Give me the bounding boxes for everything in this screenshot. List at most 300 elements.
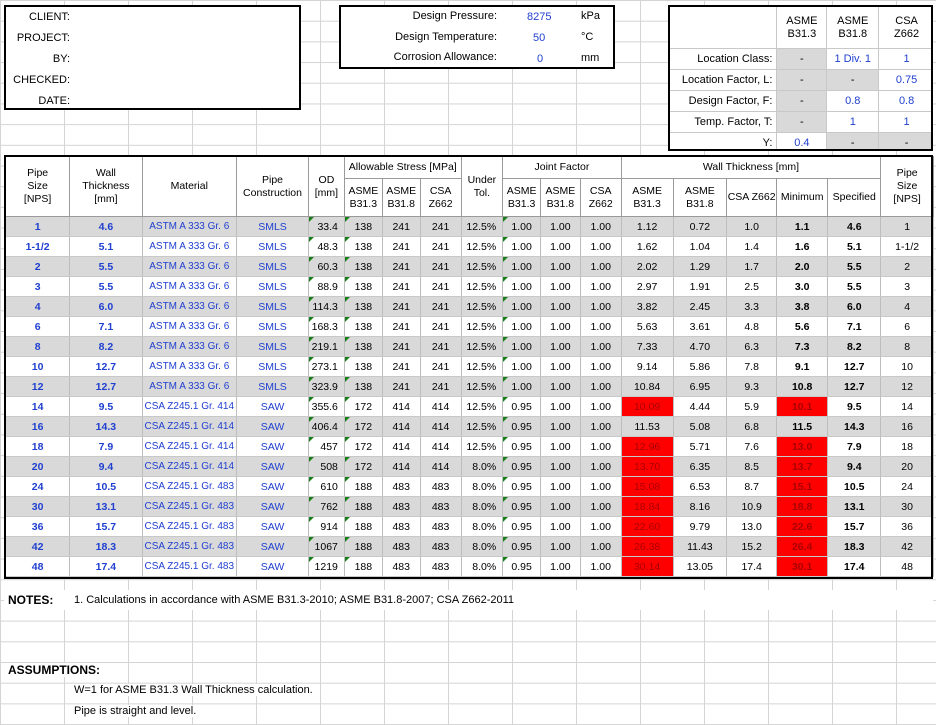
thk-minimum-cell: 2.0 [777, 257, 828, 277]
material-cell[interactable]: CSA Z245.1 Gr. 483 [142, 517, 237, 537]
table-row [6, 317, 934, 337]
header-joint-factor: Joint Factor [503, 157, 621, 179]
header-thk-b313: ASME B31.3 [621, 179, 673, 217]
client-label: CLIENT: [29, 11, 70, 23]
joint-z662-cell: 1.00 [580, 537, 621, 557]
joint-b313-cell: 1.00 [503, 217, 541, 237]
joint-z662-cell: 1.00 [580, 437, 621, 457]
thk-z662-cell: 6.3 [727, 337, 777, 357]
wall-thickness-cell[interactable]: 7.9 [70, 437, 142, 457]
wall-thickness-cell[interactable]: 9.5 [70, 397, 142, 417]
under-tol-cell: 12.5% [461, 437, 503, 457]
joint-z662-cell: 1.00 [580, 497, 621, 517]
joint-b318-cell: 1.00 [541, 357, 581, 377]
stress-z662-cell: 483 [420, 497, 461, 517]
table-row [6, 537, 934, 557]
thk-specified-cell: 7.1 [828, 317, 881, 337]
construction-cell[interactable]: SMLS [237, 377, 309, 397]
construction-cell[interactable]: SAW [237, 437, 309, 457]
pipe-size-right-cell: 8 [881, 337, 934, 357]
thk-z662-cell: 7.8 [727, 357, 777, 377]
thk-z662-cell: 5.9 [727, 397, 777, 417]
wall-thickness-cell[interactable]: 14.3 [70, 417, 142, 437]
under-tol-cell: 12.5% [461, 217, 503, 237]
joint-b313-cell: 1.00 [503, 297, 541, 317]
od-cell: 610 [308, 477, 344, 497]
construction-cell[interactable]: SMLS [237, 357, 309, 377]
stress-z662-cell: 241 [420, 257, 461, 277]
thk-minimum-cell: 7.3 [777, 337, 828, 357]
under-tol-cell: 8.0% [461, 517, 503, 537]
corrosion-input[interactable]: 0 [537, 53, 544, 65]
notes-title: NOTES: [8, 593, 54, 607]
thk-b313-cell: 9.14 [621, 357, 673, 377]
construction-cell[interactable]: SAW [237, 397, 309, 417]
design-factor-b318[interactable]: 0.8 [827, 91, 879, 112]
stress-b313-cell: 188 [344, 537, 382, 557]
od-cell: 406.4 [308, 417, 344, 437]
joint-b313-cell: 1.00 [503, 237, 541, 257]
joint-b313-cell: 0.95 [503, 537, 541, 557]
table-row [6, 457, 934, 477]
joint-b318-cell: 1.00 [541, 537, 581, 557]
thk-z662-cell: 6.8 [727, 417, 777, 437]
thk-specified-cell: 5.5 [828, 257, 881, 277]
thk-minimum-cell: 11.5 [777, 417, 828, 437]
construction-cell[interactable]: SAW [237, 497, 309, 517]
joint-b318-cell: 1.00 [541, 297, 581, 317]
stress-z662-cell: 241 [420, 317, 461, 337]
stress-b318-cell: 241 [382, 337, 420, 357]
joint-b313-cell: 1.00 [503, 277, 541, 297]
header-joint-z662: CSA Z662 [580, 179, 621, 217]
construction-cell[interactable]: SAW [237, 417, 309, 437]
thk-b313-cell: 22.60 [621, 517, 673, 537]
construction-cell[interactable]: SMLS [237, 337, 309, 357]
thk-b313-cell: 11.53 [621, 417, 673, 437]
stress-z662-cell: 241 [420, 217, 461, 237]
location-class-b318[interactable]: 1 Div. 1 [827, 49, 879, 70]
stress-b318-cell: 241 [382, 217, 420, 237]
joint-b313-cell: 0.95 [503, 497, 541, 517]
joint-b313-cell: 0.95 [503, 397, 541, 417]
thk-b318-cell: 4.44 [673, 397, 727, 417]
thk-minimum-cell: 1.1 [777, 217, 828, 237]
temp-factor-b313: - [777, 112, 827, 133]
joint-b318-cell: 1.00 [541, 257, 581, 277]
od-cell: 323.9 [308, 377, 344, 397]
construction-cell[interactable]: SMLS [237, 277, 309, 297]
pipe-size-right-cell: 48 [881, 557, 934, 577]
stress-b313-cell: 172 [344, 437, 382, 457]
stress-z662-cell: 483 [420, 517, 461, 537]
pipe-size-cell[interactable]: 6 [6, 317, 70, 337]
header-under-tol: Under Tol. [461, 157, 503, 217]
table-row [6, 497, 934, 517]
design-factor-label: Design Factor, F: [670, 91, 777, 112]
temp-factor-label: Temp. Factor, T: [670, 112, 777, 133]
material-cell[interactable]: ASTM A 333 Gr. 6 [142, 337, 237, 357]
checked-field[interactable] [74, 72, 296, 90]
material-cell[interactable]: CSA Z245.1 Gr. 483 [142, 477, 237, 497]
thk-b318-cell: 6.95 [673, 377, 727, 397]
stress-b318-cell: 414 [382, 397, 420, 417]
pipe-size-right-cell: 30 [881, 497, 934, 517]
wall-thickness-cell[interactable]: 13.1 [70, 497, 142, 517]
thk-b318-cell: 4.70 [673, 337, 727, 357]
project-label: PROJECT: [16, 32, 70, 44]
construction-cell[interactable]: SAW [237, 477, 309, 497]
factor-header-b318: ASME B31.8 [827, 7, 879, 49]
pipe-size-right-cell: 12 [881, 377, 934, 397]
construction-cell[interactable]: SMLS [237, 297, 309, 317]
joint-b313-cell: 0.95 [503, 457, 541, 477]
stress-b318-cell: 483 [382, 497, 420, 517]
factors-corner [670, 7, 777, 49]
thk-z662-cell: 8.5 [727, 457, 777, 477]
pipe-size-cell[interactable]: 12 [6, 377, 70, 397]
joint-z662-cell: 1.00 [580, 297, 621, 317]
material-cell[interactable]: ASTM A 333 Gr. 6 [142, 357, 237, 377]
stress-b313-cell: 172 [344, 417, 382, 437]
od-cell: 219.1 [308, 337, 344, 357]
material-cell[interactable]: ASTM A 333 Gr. 6 [142, 377, 237, 397]
pipe-size-cell[interactable]: 20 [6, 457, 70, 477]
table-row [6, 337, 934, 357]
pipe-size-cell[interactable]: 42 [6, 537, 70, 557]
joint-b318-cell: 1.00 [541, 437, 581, 457]
assumption-item: W=1 for ASME B31.3 Wall Thickness calculation. [74, 684, 313, 696]
od-cell: 273.1 [308, 357, 344, 377]
location-factor-z662[interactable]: 0.75 [879, 70, 933, 91]
joint-b313-cell: 1.00 [503, 337, 541, 357]
factor-header-z662: CSA Z662 [879, 7, 933, 49]
thk-specified-cell: 7.9 [828, 437, 881, 457]
stress-z662-cell: 414 [420, 457, 461, 477]
design-factor-z662[interactable]: 0.8 [879, 91, 933, 112]
material-cell[interactable]: CSA Z245.1 Gr. 414 [142, 437, 237, 457]
thk-b313-cell: 10.84 [621, 377, 673, 397]
table-row [6, 237, 934, 257]
stress-b313-cell: 138 [344, 297, 382, 317]
under-tol-cell: 12.5% [461, 297, 503, 317]
material-cell[interactable]: CSA Z245.1 Gr. 483 [142, 537, 237, 557]
project-field[interactable] [74, 30, 296, 48]
thk-b318-cell: 6.53 [673, 477, 727, 497]
wall-thickness-cell[interactable]: 7.1 [70, 317, 142, 337]
construction-cell[interactable]: SAW [237, 517, 309, 537]
od-cell: 168.3 [308, 317, 344, 337]
design-temp-label: Design Temperature: [395, 31, 497, 43]
pipe-size-cell[interactable]: 18 [6, 437, 70, 457]
table-row [6, 417, 934, 437]
thk-b318-cell: 9.79 [673, 517, 727, 537]
header-construction: Pipe Construction [237, 157, 309, 217]
header-material: Material [142, 157, 237, 217]
stress-b318-cell: 483 [382, 517, 420, 537]
material-cell[interactable]: CSA Z245.1 Gr. 414 [142, 457, 237, 477]
pipe-size-cell[interactable]: 1 [6, 217, 70, 237]
pipe-size-right-cell: 42 [881, 537, 934, 557]
stress-z662-cell: 483 [420, 537, 461, 557]
stress-b318-cell: 414 [382, 417, 420, 437]
wall-thickness-cell[interactable]: 10.5 [70, 477, 142, 497]
stress-b318-cell: 241 [382, 297, 420, 317]
thk-b318-cell: 8.16 [673, 497, 727, 517]
note-item: 1. Calculations in accordance with ASME B31.3-2010; ASME B31.8-2007; CSA Z662-2011 [74, 594, 515, 606]
joint-b318-cell: 1.00 [541, 557, 581, 577]
wall-thickness-cell[interactable]: 17.4 [70, 557, 142, 577]
wall-thickness-cell[interactable]: 8.2 [70, 337, 142, 357]
thk-z662-cell: 17.4 [727, 557, 777, 577]
thk-z662-cell: 1.4 [727, 237, 777, 257]
material-cell[interactable]: ASTM A 333 Gr. 6 [142, 217, 237, 237]
construction-cell[interactable]: SMLS [237, 217, 309, 237]
under-tol-cell: 8.0% [461, 457, 503, 477]
material-cell[interactable]: ASTM A 333 Gr. 6 [142, 277, 237, 297]
pipe-size-right-cell: 36 [881, 517, 934, 537]
wall-thickness-cell[interactable]: 18.3 [70, 537, 142, 557]
wall-thickness-cell[interactable]: 12.7 [70, 357, 142, 377]
construction-cell[interactable]: SMLS [237, 317, 309, 337]
client-field[interactable] [74, 9, 296, 27]
material-cell[interactable]: ASTM A 333 Gr. 6 [142, 257, 237, 277]
joint-b313-cell: 1.00 [503, 357, 541, 377]
thk-minimum-cell: 26.4 [777, 537, 828, 557]
joint-b313-cell: 0.95 [503, 557, 541, 577]
thk-z662-cell: 4.8 [727, 317, 777, 337]
y-b313[interactable]: 0.4 [777, 133, 827, 152]
wall-thickness-cell[interactable]: 5.5 [70, 277, 142, 297]
joint-z662-cell: 1.00 [580, 217, 621, 237]
location-factor-b313: - [777, 70, 827, 91]
pipe-size-right-cell: 24 [881, 477, 934, 497]
date-label: DATE: [38, 95, 70, 107]
stress-b313-cell: 138 [344, 377, 382, 397]
pipe-size-cell[interactable]: 3 [6, 277, 70, 297]
thk-b318-cell: 13.05 [673, 557, 727, 577]
wall-thickness-cell[interactable]: 15.7 [70, 517, 142, 537]
stress-b318-cell: 241 [382, 377, 420, 397]
pipe-size-cell[interactable]: 14 [6, 397, 70, 417]
table-row [6, 257, 934, 277]
header-stress-z662: CSA Z662 [420, 179, 461, 217]
pipe-size-cell[interactable]: 2 [6, 257, 70, 277]
od-cell: 48.3 [308, 237, 344, 257]
joint-z662-cell: 1.00 [580, 457, 621, 477]
thk-z662-cell: 1.7 [727, 257, 777, 277]
pipe-size-cell[interactable]: 8 [6, 337, 70, 357]
construction-cell[interactable]: SAW [237, 557, 309, 577]
by-field[interactable] [74, 51, 296, 69]
thk-minimum-cell: 9.1 [777, 357, 828, 377]
thk-b318-cell: 1.29 [673, 257, 727, 277]
pipe-size-cell[interactable]: 30 [6, 497, 70, 517]
construction-cell[interactable]: SAW [237, 457, 309, 477]
joint-b318-cell: 1.00 [541, 477, 581, 497]
stress-b313-cell: 172 [344, 397, 382, 417]
joint-b313-cell: 0.95 [503, 477, 541, 497]
code-factors-box [668, 5, 933, 151]
assumptions-title: ASSUMPTIONS: [8, 663, 101, 677]
joint-b318-cell: 1.00 [541, 517, 581, 537]
thk-specified-cell: 10.5 [828, 477, 881, 497]
under-tol-cell: 12.5% [461, 277, 503, 297]
od-cell: 33.4 [308, 217, 344, 237]
wall-thickness-cell[interactable]: 9.4 [70, 457, 142, 477]
joint-b318-cell: 1.00 [541, 217, 581, 237]
thk-b313-cell: 13.70 [621, 457, 673, 477]
thk-b318-cell: 0.72 [673, 217, 727, 237]
material-cell[interactable]: CSA Z245.1 Gr. 414 [142, 397, 237, 417]
under-tol-cell: 12.5% [461, 337, 503, 357]
date-field[interactable] [74, 93, 296, 111]
under-tol-cell: 12.5% [461, 237, 503, 257]
od-cell: 1067 [308, 537, 344, 557]
y-z662: - [879, 133, 933, 152]
construction-cell[interactable]: SAW [237, 537, 309, 557]
pipe-size-right-cell: 1 [881, 217, 934, 237]
material-cell[interactable]: ASTM A 333 Gr. 6 [142, 317, 237, 337]
pipe-size-right-cell: 1-1/2 [881, 237, 934, 257]
pipe-size-cell[interactable]: 4 [6, 297, 70, 317]
stress-b313-cell: 188 [344, 557, 382, 577]
material-cell[interactable]: ASTM A 333 Gr. 6 [142, 237, 237, 257]
under-tol-cell: 12.5% [461, 357, 503, 377]
joint-b318-cell: 1.00 [541, 277, 581, 297]
joint-z662-cell: 1.00 [580, 377, 621, 397]
thk-minimum-cell: 1.6 [777, 237, 828, 257]
pipe-size-cell[interactable]: 48 [6, 557, 70, 577]
under-tol-cell: 8.0% [461, 497, 503, 517]
wall-thickness-cell[interactable]: 5.1 [70, 237, 142, 257]
stress-b318-cell: 483 [382, 537, 420, 557]
stress-z662-cell: 414 [420, 437, 461, 457]
construction-cell[interactable]: SMLS [237, 257, 309, 277]
pipe-size-right-cell: 3 [881, 277, 934, 297]
thk-z662-cell: 3.3 [727, 297, 777, 317]
pipe-size-right-cell: 10 [881, 357, 934, 377]
header-pipe-size-right: Pipe Size [NPS] [881, 157, 934, 217]
stress-z662-cell: 483 [420, 557, 461, 577]
design-pressure-input[interactable]: 8275 [527, 11, 552, 23]
thk-z662-cell: 13.0 [727, 517, 777, 537]
joint-b313-cell: 0.95 [503, 437, 541, 457]
stress-z662-cell: 241 [420, 337, 461, 357]
od-cell: 914 [308, 517, 344, 537]
stress-b318-cell: 483 [382, 557, 420, 577]
thk-z662-cell: 7.6 [727, 437, 777, 457]
stress-z662-cell: 241 [420, 277, 461, 297]
thk-z662-cell: 1.0 [727, 217, 777, 237]
material-cell[interactable]: CSA Z245.1 Gr. 483 [142, 497, 237, 517]
design-temp-input[interactable]: 50 [533, 32, 546, 44]
stress-b318-cell: 241 [382, 317, 420, 337]
header-thk-minimum: Minimum [777, 179, 828, 217]
joint-b313-cell: 0.95 [503, 417, 541, 437]
thk-minimum-cell: 13.0 [777, 437, 828, 457]
thk-minimum-cell: 3.8 [777, 297, 828, 317]
design-factor-b313: - [777, 91, 827, 112]
thk-b313-cell: 26.38 [621, 537, 673, 557]
thk-specified-cell: 12.7 [828, 357, 881, 377]
temp-factor-z662[interactable]: 1 [879, 112, 933, 133]
thk-z662-cell: 9.3 [727, 377, 777, 397]
pipe-size-cell[interactable]: 24 [6, 477, 70, 497]
material-cell[interactable]: CSA Z245.1 Gr. 414 [142, 417, 237, 437]
thk-minimum-cell: 5.6 [777, 317, 828, 337]
location-factor-label: Location Factor, L: [670, 70, 777, 91]
header-wall-thickness: Wall Thickness [mm] [70, 157, 142, 217]
joint-b318-cell: 1.00 [541, 497, 581, 517]
thk-specified-cell: 12.7 [828, 377, 881, 397]
thk-specified-cell: 17.4 [828, 557, 881, 577]
thk-specified-cell: 5.5 [828, 277, 881, 297]
pipe-size-right-cell: 4 [881, 297, 934, 317]
thk-minimum-cell: 10.1 [777, 397, 828, 417]
under-tol-cell: 8.0% [461, 557, 503, 577]
od-cell: 1219 [308, 557, 344, 577]
wall-thickness-cell[interactable]: 6.0 [70, 297, 142, 317]
temp-factor-b318[interactable]: 1 [827, 112, 879, 133]
table-row [6, 297, 934, 317]
header-joint-b313: ASME B31.3 [503, 179, 541, 217]
material-cell[interactable]: ASTM A 333 Gr. 6 [142, 297, 237, 317]
od-cell: 508 [308, 457, 344, 477]
pipe-size-cell[interactable]: 10 [6, 357, 70, 377]
wall-thickness-cell[interactable]: 4.6 [70, 217, 142, 237]
pipe-size-cell[interactable]: 1-1/2 [6, 237, 70, 257]
thk-b318-cell: 6.35 [673, 457, 727, 477]
thk-b318-cell: 3.61 [673, 317, 727, 337]
od-cell: 457 [308, 437, 344, 457]
pipe-size-cell[interactable]: 36 [6, 517, 70, 537]
stress-b313-cell: 188 [344, 517, 382, 537]
thk-minimum-cell: 13.7 [777, 457, 828, 477]
table-row [6, 397, 934, 417]
pipe-size-cell[interactable]: 16 [6, 417, 70, 437]
thk-specified-cell: 5.1 [828, 237, 881, 257]
od-cell: 762 [308, 497, 344, 517]
location-class-z662[interactable]: 1 [879, 49, 933, 70]
wall-thickness-cell[interactable]: 12.7 [70, 377, 142, 397]
material-cell[interactable]: CSA Z245.1 Gr. 483 [142, 557, 237, 577]
under-tol-cell: 12.5% [461, 377, 503, 397]
wall-thickness-cell[interactable]: 5.5 [70, 257, 142, 277]
table-row [6, 437, 934, 457]
joint-z662-cell: 1.00 [580, 477, 621, 497]
thk-minimum-cell: 30.1 [777, 557, 828, 577]
header-thk-specified: Specified [828, 179, 881, 217]
thk-b318-cell: 1.91 [673, 277, 727, 297]
joint-z662-cell: 1.00 [580, 557, 621, 577]
pipe-size-right-cell: 20 [881, 457, 934, 477]
thk-b313-cell: 3.82 [621, 297, 673, 317]
joint-b313-cell: 1.00 [503, 377, 541, 397]
stress-b313-cell: 188 [344, 497, 382, 517]
joint-b318-cell: 1.00 [541, 237, 581, 257]
assumptions-section [4, 660, 933, 722]
pipe-size-right-cell: 16 [881, 417, 934, 437]
thk-specified-cell: 8.2 [828, 337, 881, 357]
thk-minimum-cell: 10.8 [777, 377, 828, 397]
thk-b313-cell: 2.02 [621, 257, 673, 277]
stress-z662-cell: 241 [420, 357, 461, 377]
stress-b313-cell: 138 [344, 357, 382, 377]
construction-cell[interactable]: SMLS [237, 237, 309, 257]
stress-z662-cell: 241 [420, 377, 461, 397]
table-row [6, 217, 934, 237]
